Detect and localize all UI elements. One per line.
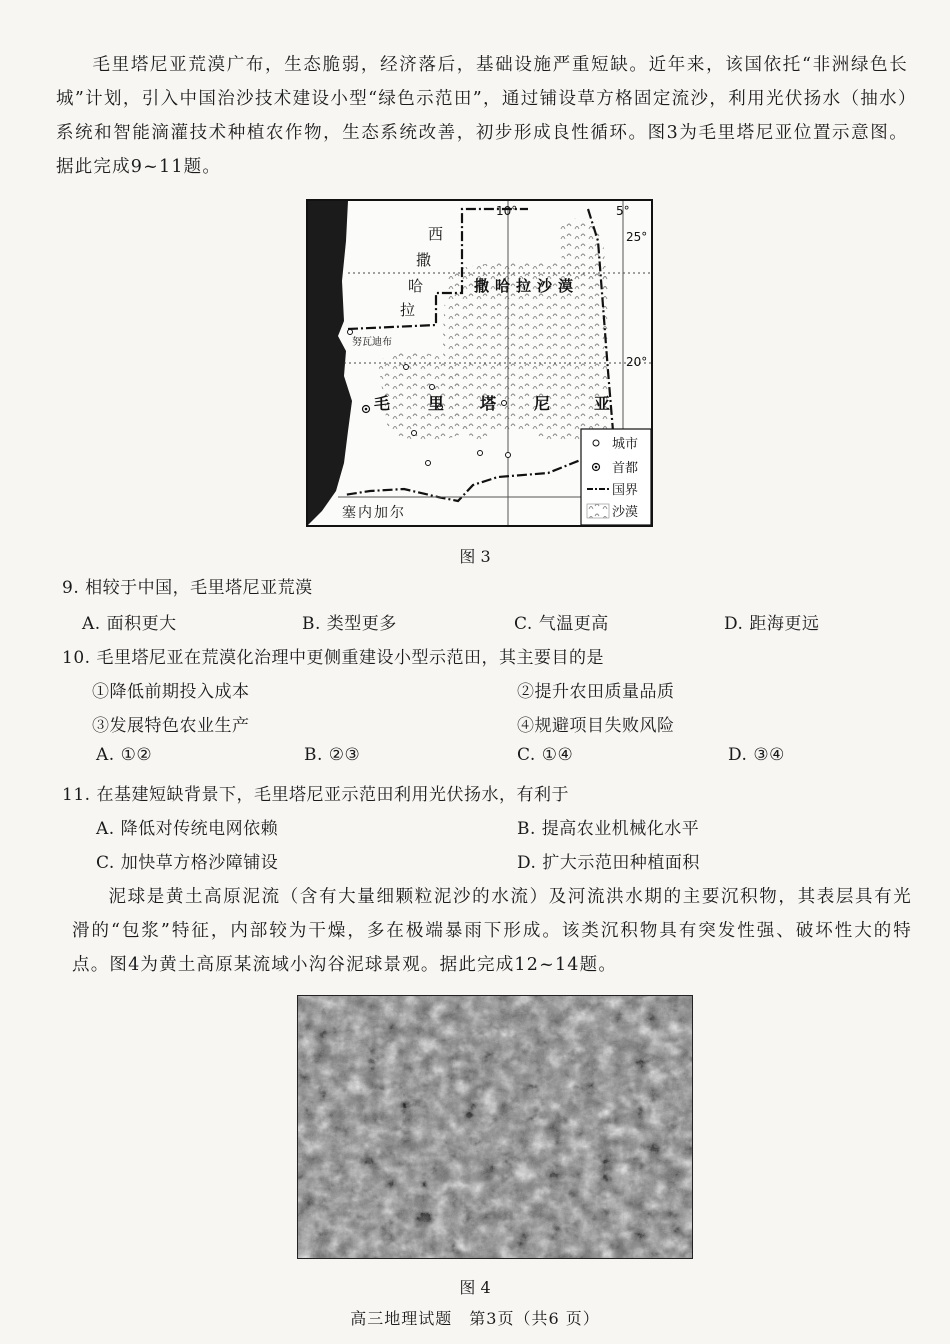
lat-label-20: 20° (626, 355, 648, 369)
q11-option-c: C. 加快草方格沙障铺设 (96, 853, 279, 873)
q11-option-d: D. 扩大示范田种植面积 (517, 853, 700, 873)
legend-label-capital: 首都 (612, 461, 639, 476)
q10-option-c: C. ①④ (517, 745, 574, 765)
page-footer: 高三地理试题 第3页（共6 页） (350, 1309, 600, 1328)
legend-label-desert: 沙漠 (612, 505, 639, 520)
region-char-3: 哈 (408, 277, 424, 295)
intro-text-2: 泥球是黄土高原泥流（含有大量细颗粒泥沙的水流）及河流洪水期的主要沉积物，其表层具有光滑的“包浆”特征，内部较为干燥，多在极端暴雨下形成。该类沉积物具有突发性强、破坏性大的特点。图4为黄土高原某流域小沟谷泥球景观。据此完成12~14题。 (72, 887, 912, 975)
lon-label-10: 10° (496, 204, 518, 218)
q9-option-c: C. 气温更高 (514, 614, 609, 634)
mauritania-location-map (306, 199, 653, 527)
country-char-5: 亚 (594, 394, 611, 413)
neighbor-label-senegal: 塞内加尔 (342, 505, 406, 521)
city-dot-icon (593, 440, 599, 446)
desert-label: 撒哈拉沙漠 (474, 277, 580, 295)
legend-label-border: 国界 (612, 483, 639, 498)
q11-option-b: B. 提高农业机械化水平 (517, 819, 700, 839)
legend-label-city: 城市 (612, 437, 639, 452)
country-char-4: 尼 (534, 394, 551, 413)
country-char-1: 毛 (374, 394, 391, 413)
map-legend (581, 429, 651, 525)
question-11-stem: 11. 在基建短缺背景下，毛里塔尼亚示范田利用光伏扬水，有利于 (62, 785, 569, 805)
q10-item-1: ①降低前期投入成本 (92, 682, 250, 702)
q9-option-a: A. 面积更大 (82, 614, 177, 634)
figure-4-caption: 图 4 (459, 1278, 491, 1297)
q10-option-b: B. ②③ (304, 745, 361, 765)
intro-paragraph-2 (72, 880, 912, 982)
region-char-1: 西 (428, 225, 444, 243)
q10-item-2: ②提升农田质量品质 (517, 682, 675, 702)
intro-paragraph-1 (56, 48, 908, 184)
question-10-stem: 10. 毛里塔尼亚在荒漠化治理中更侧重建设小型示范田，其主要目的是 (62, 648, 604, 668)
city-marker-nouadhibou (348, 330, 353, 335)
intro-text-1: 毛里塔尼亚荒漠广布，生态脆弱，经济落后，基础设施严重短缺。近年来，该国依托“非洲绿色长城”计划，引入中国治沙技术建设小型“绿色示范田”，通过铺设草方格固定流沙，利用光伏扬水（抽水）系统和智能滴灌技术种植农作物，生态系统改善，初步形成良性循环。图3为毛里塔尼亚位置示意图。据此完成9~11题。 (56, 55, 908, 177)
desert-pattern-icon (587, 504, 609, 518)
city-label-nouadhibou: 努瓦迪布 (352, 337, 392, 348)
question-9-stem: 9. 相较于中国，毛里塔尼亚荒漠 (62, 578, 313, 598)
country-char-2: 里 (428, 394, 445, 413)
q11-option-a: A. 降低对传统电网依赖 (96, 819, 279, 839)
q10-item-4: ④规避项目失败风险 (517, 716, 675, 736)
figure-3-caption: 图 3 (459, 547, 491, 566)
country-char-3: 塔 (480, 394, 497, 413)
q9-option-d: D. 距海更远 (724, 614, 820, 634)
lat-label-25: 25° (626, 230, 648, 244)
region-char-4: 拉 (400, 301, 416, 319)
q9-option-b: B. 类型更多 (302, 614, 397, 634)
region-char-2: 撒 (416, 251, 432, 269)
mud-ball-landscape-photo (297, 995, 693, 1259)
lon-label-5: 5° (616, 204, 630, 218)
q10-option-d: D. ③④ (728, 745, 785, 765)
q10-option-a: A. ①② (96, 745, 153, 765)
q10-item-3: ③发展特色农业生产 (92, 716, 250, 736)
